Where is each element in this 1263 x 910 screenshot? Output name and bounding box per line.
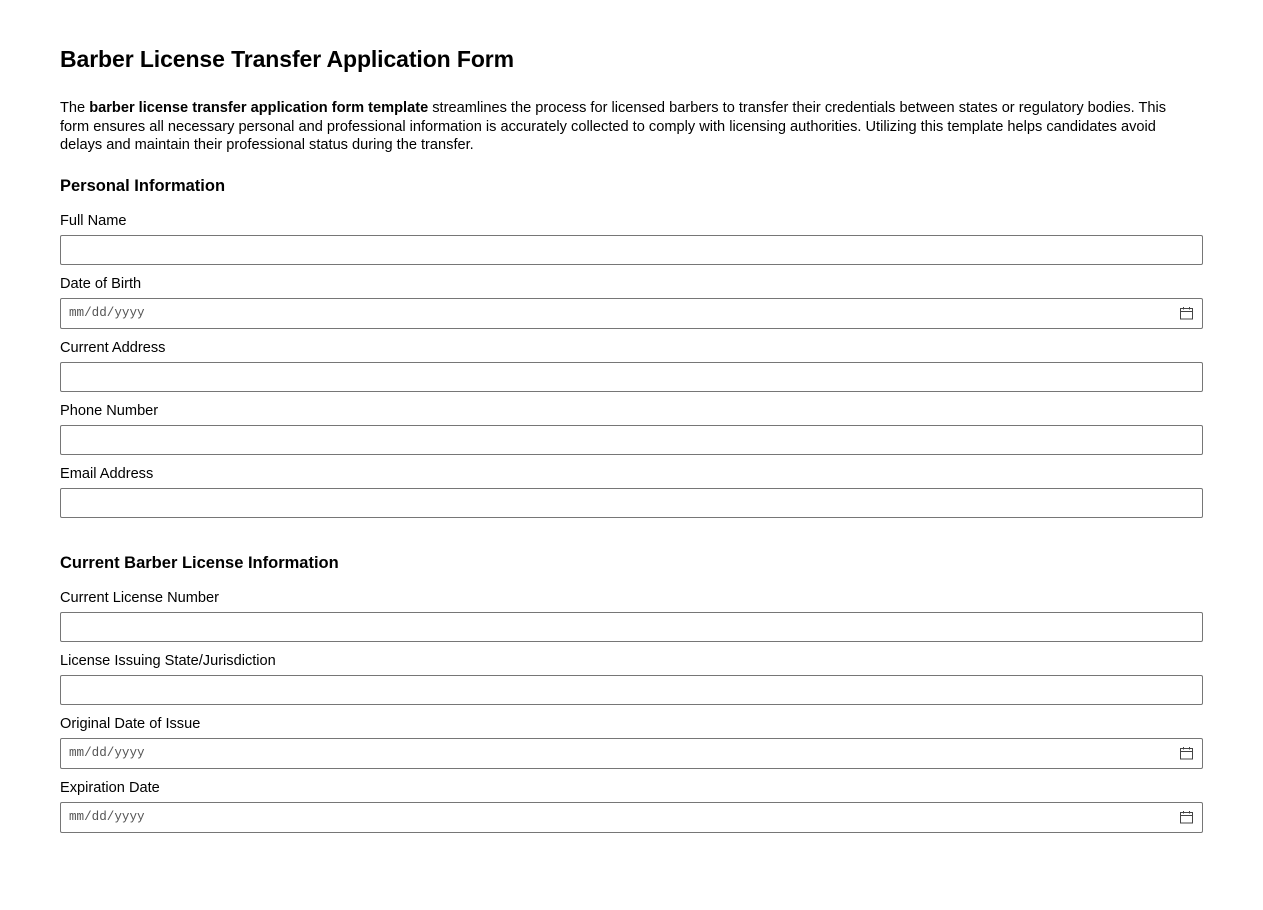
field-email-address: [60, 465, 1203, 518]
field-current-address: [60, 339, 1203, 392]
intro-text-after: streamlines the process for licensed barbers to transfer their credentials between states or regulatory bodies. This form ensures all necessary personal and professional information is accurately collected to comply with licensing authorities. Utilizing this template helps candidates avoid delays and maintain their professional status during the transfer.: [60, 100, 1167, 154]
field-license-issuing-state: [60, 652, 1203, 705]
date-placeholder-date-of-birth: mm/dd/yyyy: [69, 306, 145, 321]
label-current-address: Current Address: [60, 339, 166, 356]
label-expiration-date: Expiration Date: [60, 779, 160, 796]
field-date-of-birth: [60, 275, 1203, 329]
input-expiration-date[interactable]: [60, 802, 1203, 833]
date-placeholder-expiration-date: mm/dd/yyyy: [69, 810, 145, 825]
input-current-address[interactable]: [60, 362, 1203, 392]
field-full-name: [60, 212, 1203, 265]
field-expiration-date: [60, 779, 1203, 833]
label-original-date-of-issue: Original Date of Issue: [60, 715, 201, 732]
intro-text-bold: barber license transfer application form template: [89, 100, 429, 116]
date-wrapper-original-date-of-issue: [60, 738, 1203, 769]
intro-paragraph: [60, 99, 1190, 155]
date-wrapper-date-of-birth: [60, 298, 1203, 329]
label-date-of-birth: Date of Birth: [60, 275, 142, 292]
field-original-date-of-issue: [60, 715, 1203, 769]
input-full-name[interactable]: [60, 235, 1203, 265]
input-email-address[interactable]: [60, 488, 1203, 518]
label-current-license-number: Current License Number: [60, 589, 219, 606]
label-license-issuing-state: License Issuing State/Jurisdiction: [60, 652, 276, 669]
intro-text-before: The: [60, 100, 90, 116]
label-email-address: Email Address: [60, 465, 154, 482]
input-original-date-of-issue[interactable]: [60, 738, 1203, 769]
date-placeholder-original-date-of-issue: mm/dd/yyyy: [69, 746, 145, 761]
section-heading-current-barber-license-information: Current Barber License Information: [60, 553, 339, 572]
label-phone-number: Phone Number: [60, 402, 159, 419]
section-heading-personal-information: Personal Information: [60, 176, 226, 195]
date-wrapper-expiration-date: [60, 802, 1203, 833]
input-phone-number[interactable]: [60, 425, 1203, 455]
field-current-license-number: [60, 589, 1203, 642]
page-title: Barber License Transfer Application Form: [60, 46, 514, 72]
input-date-of-birth[interactable]: [60, 298, 1203, 329]
field-phone-number: [60, 402, 1203, 455]
input-license-issuing-state[interactable]: [60, 675, 1203, 705]
label-full-name: Full Name: [60, 212, 127, 229]
input-current-license-number[interactable]: [60, 612, 1203, 642]
